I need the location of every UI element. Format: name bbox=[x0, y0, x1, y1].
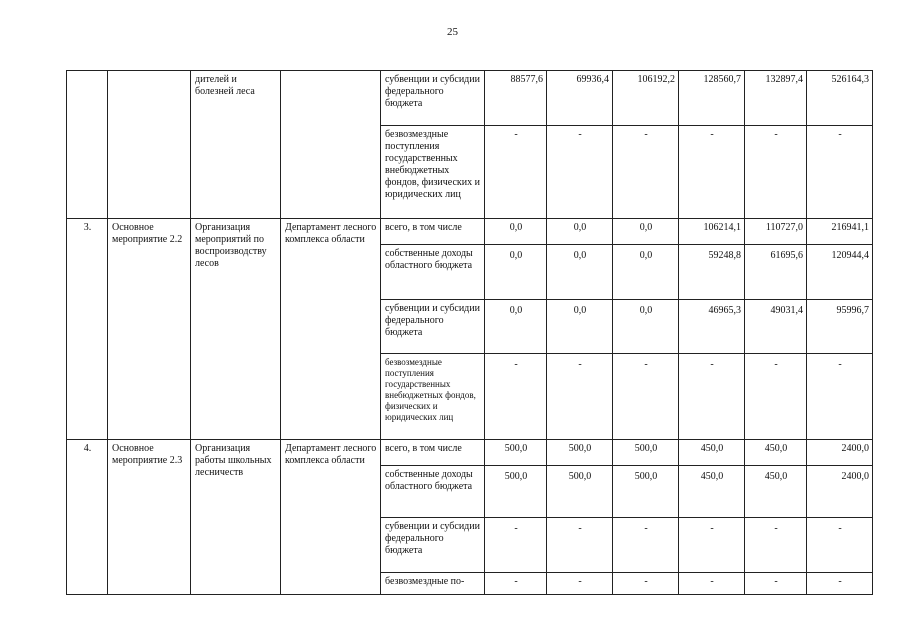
source-cell: собственные доходы областного бюджета bbox=[381, 466, 485, 518]
source-cell: собственные доходы областного бюджета bbox=[381, 245, 485, 300]
index-cell: 4. bbox=[67, 440, 108, 595]
value-cell: 128560,7 bbox=[679, 71, 745, 126]
value-cell: - bbox=[547, 354, 613, 440]
value-cell: 0,0 bbox=[485, 219, 547, 245]
table-row bbox=[67, 440, 873, 466]
source-cell: субвенции и субсидии федерального бюджета bbox=[381, 71, 485, 126]
value-cell: 49031,4 bbox=[745, 300, 807, 354]
value-cell: 500,0 bbox=[485, 466, 547, 518]
table-row bbox=[67, 219, 873, 245]
measure-name-cell bbox=[108, 71, 191, 219]
source-cell: субвенции и субсидии федерального бюджета bbox=[381, 518, 485, 573]
value-cell: 500,0 bbox=[613, 466, 679, 518]
value-cell: 500,0 bbox=[547, 466, 613, 518]
value-cell: 0,0 bbox=[485, 245, 547, 300]
value-cell: 69936,4 bbox=[547, 71, 613, 126]
value-cell: - bbox=[807, 126, 873, 219]
value-cell: 2400,0 bbox=[807, 466, 873, 518]
value-cell: - bbox=[679, 573, 745, 595]
value-cell: 0,0 bbox=[485, 300, 547, 354]
value-cell: - bbox=[613, 354, 679, 440]
measure-title-cell: дителей и болезней леса bbox=[191, 71, 281, 219]
source-cell: безвозмездные поступления государственных внебюджетных фондов, физических и юридических лиц bbox=[381, 354, 485, 440]
value-cell: - bbox=[807, 518, 873, 573]
value-cell: 450,0 bbox=[679, 440, 745, 466]
value-cell: 88577,6 bbox=[485, 71, 547, 126]
value-cell: - bbox=[679, 518, 745, 573]
value-cell: - bbox=[745, 354, 807, 440]
value-cell: - bbox=[613, 573, 679, 595]
value-cell: 0,0 bbox=[613, 300, 679, 354]
value-cell: 500,0 bbox=[547, 440, 613, 466]
value-cell: - bbox=[745, 573, 807, 595]
value-cell: 106214,1 bbox=[679, 219, 745, 245]
value-cell: 59248,8 bbox=[679, 245, 745, 300]
value-cell: 95996,7 bbox=[807, 300, 873, 354]
measure-name-cell: Основное мероприятие 2.3 bbox=[108, 440, 191, 595]
value-cell: 450,0 bbox=[745, 466, 807, 518]
value-cell: 450,0 bbox=[679, 466, 745, 518]
funding-table bbox=[66, 70, 873, 595]
value-cell: - bbox=[485, 126, 547, 219]
value-cell: 120944,4 bbox=[807, 245, 873, 300]
table-row bbox=[67, 71, 873, 126]
index-cell: 3. bbox=[67, 219, 108, 440]
value-cell: 500,0 bbox=[485, 440, 547, 466]
value-cell: - bbox=[547, 126, 613, 219]
value-cell: 500,0 bbox=[613, 440, 679, 466]
page-number: 25 bbox=[447, 26, 458, 38]
value-cell: 0,0 bbox=[547, 219, 613, 245]
value-cell: - bbox=[485, 573, 547, 595]
source-cell: всего, в том числе bbox=[381, 219, 485, 245]
value-cell: 526164,3 bbox=[807, 71, 873, 126]
value-cell: - bbox=[745, 126, 807, 219]
value-cell: - bbox=[745, 518, 807, 573]
value-cell: - bbox=[547, 573, 613, 595]
value-cell: 0,0 bbox=[613, 245, 679, 300]
value-cell: - bbox=[485, 354, 547, 440]
value-cell: - bbox=[613, 126, 679, 219]
value-cell: 106192,2 bbox=[613, 71, 679, 126]
value-cell: 216941,1 bbox=[807, 219, 873, 245]
executor-cell: Департамент лесного комплекса области bbox=[281, 219, 381, 440]
value-cell: 132897,4 bbox=[745, 71, 807, 126]
value-cell: 0,0 bbox=[613, 219, 679, 245]
value-cell: - bbox=[807, 354, 873, 440]
value-cell: - bbox=[613, 518, 679, 573]
source-cell: безвозмездные поступления государственных внебюджетных фондов, физических и юридических лиц bbox=[381, 126, 485, 219]
value-cell: - bbox=[547, 518, 613, 573]
value-cell: - bbox=[485, 518, 547, 573]
executor-cell bbox=[281, 71, 381, 219]
value-cell: - bbox=[807, 573, 873, 595]
source-cell: безвозмездные по- bbox=[381, 573, 485, 595]
value-cell: 46965,3 bbox=[679, 300, 745, 354]
source-cell: всего, в том числе bbox=[381, 440, 485, 466]
index-cell bbox=[67, 71, 108, 219]
value-cell: 0,0 bbox=[547, 245, 613, 300]
measure-title-cell: Организация работы школьных лесничеств bbox=[191, 440, 281, 595]
source-cell: субвенции и субсидии федерального бюджета bbox=[381, 300, 485, 354]
value-cell: 450,0 bbox=[745, 440, 807, 466]
value-cell: - bbox=[679, 126, 745, 219]
value-cell: - bbox=[679, 354, 745, 440]
value-cell: 110727,0 bbox=[745, 219, 807, 245]
executor-cell: Департамент лесного комплекса области bbox=[281, 440, 381, 595]
value-cell: 2400,0 bbox=[807, 440, 873, 466]
value-cell: 61695,6 bbox=[745, 245, 807, 300]
measure-name-cell: Основное мероприятие 2.2 bbox=[108, 219, 191, 440]
value-cell: 0,0 bbox=[547, 300, 613, 354]
measure-title-cell: Организация мероприятий по воспроизводству лесов bbox=[191, 219, 281, 440]
